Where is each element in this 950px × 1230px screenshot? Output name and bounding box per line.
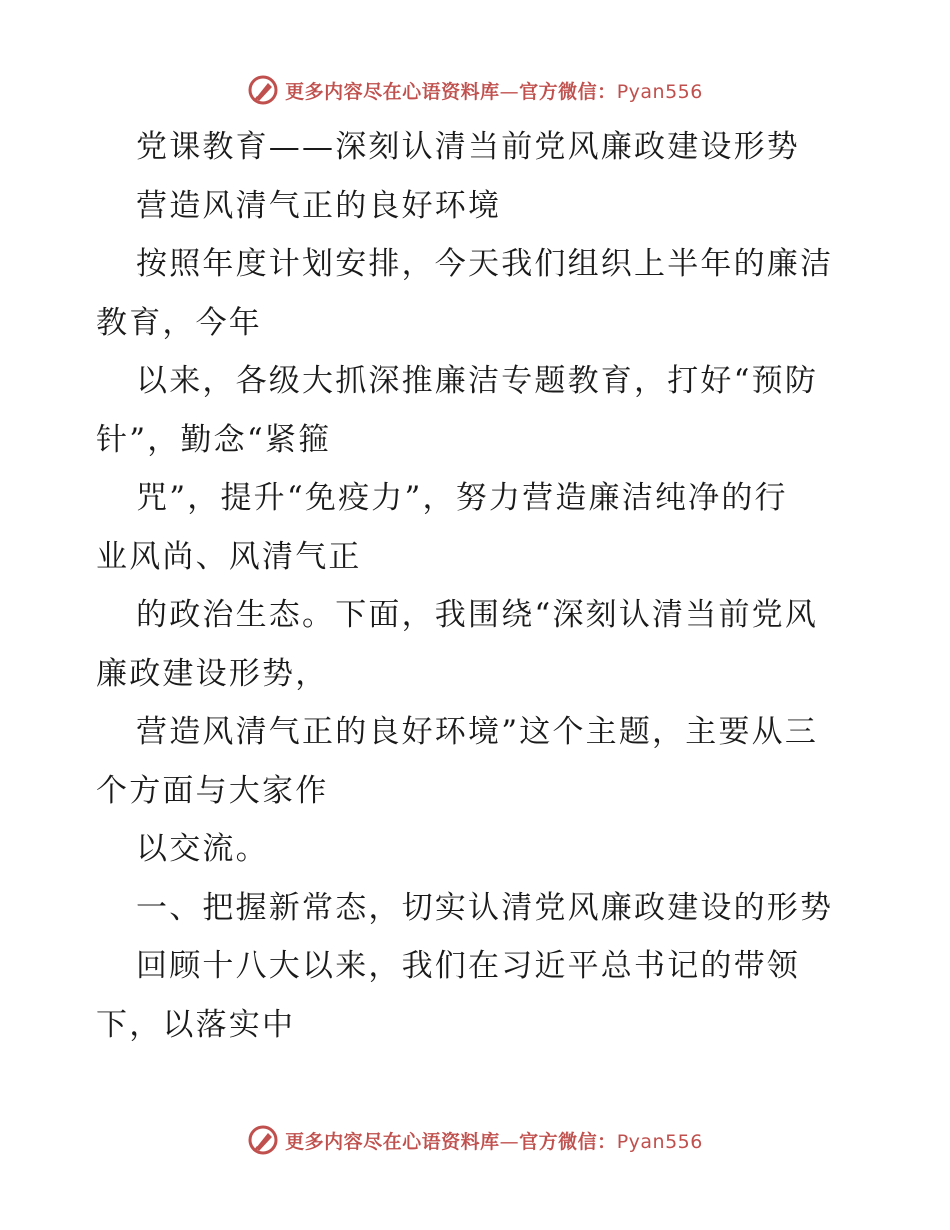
paragraph-line: 教育，今年 (96, 304, 262, 341)
paragraph-line: 针”，勤念“紧箍 (96, 421, 332, 458)
paragraph-line: 营造风清气正的良好环境”这个主题，主要从三 (136, 714, 819, 750)
watermark-wechat-label: 官方微信： (519, 80, 617, 103)
paragraph-line: 业风尚、风清气正 (96, 538, 362, 575)
paragraph-line: 回顾十八大以来，我们在习近平总书记的带领 (136, 948, 800, 984)
paragraph-line: 廉政建设形势， (96, 655, 329, 692)
watermark-text (285, 77, 703, 104)
watermark-dash: — (499, 80, 520, 103)
paragraph-line: 下，以落实中 (96, 1006, 296, 1043)
watermark-wechat-label: 官方微信： (519, 1130, 617, 1153)
paragraph-line: 个方面与大家作 (96, 772, 329, 809)
paragraph-line: 以来，各级大抓深推廉洁专题教育，打好“预防 (136, 363, 819, 399)
section-heading: 一、把握新常态，切实认清党风廉政建设的形势 (136, 889, 834, 926)
pen-nib-circle-icon (247, 74, 279, 106)
watermark-wechat-id: Pyan556 (616, 80, 703, 103)
paragraph-line: 的政治生态。下面，我围绕“深刻认清当前党风 (136, 597, 819, 633)
paragraph-line: 按照年度计划安排，今天我们组织上半年的廉洁 (136, 246, 834, 282)
pen-nib-circle-icon (247, 1124, 279, 1156)
watermark-title: 更多内容尽在心语资料库 (285, 1130, 500, 1153)
paragraph-line: 以交流。 (136, 831, 269, 867)
document-subtitle: 营造风清气正的良好环境 (136, 187, 502, 224)
document-body (96, 118, 856, 1054)
watermark-dash: — (499, 1130, 520, 1153)
footer-watermark (0, 1120, 950, 1160)
document-title: 党课教育——深刻认清当前党风廉政建设形势 (136, 129, 800, 165)
watermark-title: 更多内容尽在心语资料库 (285, 80, 500, 103)
watermark-text (285, 1127, 703, 1154)
paragraph-line: 咒”，提升“免疫力”，努力营造廉洁纯净的行 (136, 480, 788, 516)
header-watermark (0, 70, 950, 110)
watermark-wechat-id: Pyan556 (616, 1130, 703, 1153)
